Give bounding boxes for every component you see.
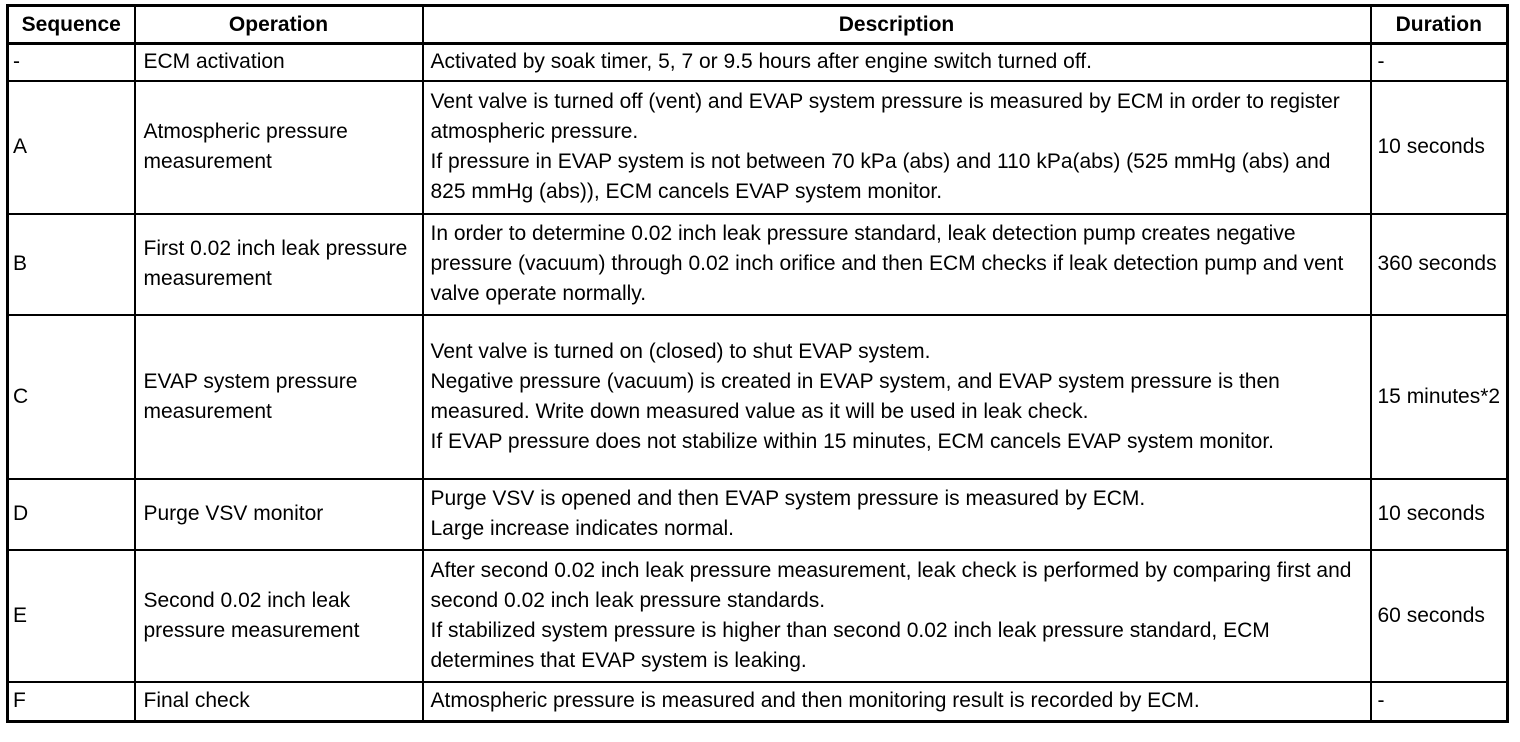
sequence-cell: C	[8, 315, 135, 479]
table-header	[8, 6, 1508, 44]
operation-cell: Second 0.02 inch leak pressure measurement	[135, 550, 423, 682]
duration-cell: 10 seconds	[1371, 81, 1508, 214]
duration-cell: -	[1371, 44, 1508, 81]
operation-cell: EVAP system pressure measurement	[135, 315, 423, 479]
description-cell	[423, 479, 1371, 550]
header-operation: Operation	[135, 6, 423, 44]
duration-cell: 360 seconds	[1371, 214, 1508, 315]
sequence-cell: D	[8, 479, 135, 550]
sequence-cell: B	[8, 214, 135, 315]
duration-cell: 15 minutes*2	[1371, 315, 1508, 479]
description-paragraph: Large increase indicates normal.	[430, 517, 734, 540]
table-row	[8, 81, 1508, 214]
description-paragraph: Activated by soak timer, 5, 7 or 9.5 hours after engine switch turned off.	[430, 50, 1092, 74]
duration-cell: -	[1371, 682, 1508, 722]
description-paragraph: Negative pressure (vacuum) is created in EVAP system, and EVAP system pressure is then measured. Write down measured value as it will be used in leak check.	[430, 369, 1280, 423]
sequence-cell: -	[8, 44, 135, 81]
operation-cell: Atmospheric pressure measurement	[135, 81, 423, 214]
operation-cell: Purge VSV monitor	[135, 479, 423, 550]
operation-cell: ECM activation	[135, 44, 423, 81]
table-row	[8, 315, 1508, 479]
table-row	[8, 44, 1508, 81]
table-row	[8, 214, 1508, 315]
sequence-cell: F	[8, 682, 135, 722]
description-paragraph: In order to determine 0.02 inch leak pressure standard, leak detection pump creates negative pressure (vacuum) through 0.02 inch orifice and then ECM checks if leak detection pump and vent valve operate normally.	[430, 222, 1344, 305]
table-row	[8, 682, 1508, 722]
description-paragraph: Vent valve is turned off (vent) and EVAP system pressure is measured by ECM in order to register atmospheric pressure.	[430, 90, 1340, 143]
table-row	[8, 479, 1508, 550]
description-cell	[423, 214, 1371, 315]
description-paragraph: If pressure in EVAP system is not between 70 kPa (abs) and 110 kPa(abs) (525 mmHg (abs) and 825 mmHg (abs)), ECM cancels EVAP system monitor.	[430, 150, 1331, 203]
sequence-cell: E	[8, 550, 135, 682]
description-paragraph: If stabilized system pressure is higher than second 0.02 inch leak pressure standard, ECM determines that EVAP system is leaking.	[430, 618, 1270, 672]
header-row	[8, 6, 1508, 44]
evap-monitor-sequence-table	[6, 4, 1509, 723]
description-cell	[423, 44, 1371, 81]
sequence-cell: A	[8, 81, 135, 214]
description-cell	[423, 550, 1371, 682]
header-duration: Duration	[1371, 6, 1508, 44]
description-cell	[423, 81, 1371, 214]
description-cell	[423, 682, 1371, 722]
header-description: Description	[423, 6, 1371, 44]
header-sequence: Sequence	[8, 6, 135, 44]
operation-cell: First 0.02 inch leak pressure measurement	[135, 214, 423, 315]
description-paragraph: After second 0.02 inch leak pressure measurement, leak check is performed by comparing first and second 0.02 inch leak pressure standards.	[430, 558, 1352, 612]
duration-cell: 60 seconds	[1371, 550, 1508, 682]
table-row	[8, 550, 1508, 682]
description-cell	[423, 315, 1371, 479]
description-paragraph: Atmospheric pressure is measured and then monitoring result is recorded by ECM.	[430, 689, 1200, 713]
description-paragraph: Purge VSV is opened and then EVAP system pressure is measured by ECM.	[430, 487, 1146, 510]
description-paragraph: If EVAP pressure does not stabilize within 15 minutes, ECM cancels EVAP system monitor.	[430, 429, 1274, 453]
description-paragraph: Vent valve is turned on (closed) to shut EVAP system.	[430, 339, 931, 363]
duration-cell: 10 seconds	[1371, 479, 1508, 550]
table-body	[8, 44, 1508, 722]
operation-cell: Final check	[135, 682, 423, 722]
